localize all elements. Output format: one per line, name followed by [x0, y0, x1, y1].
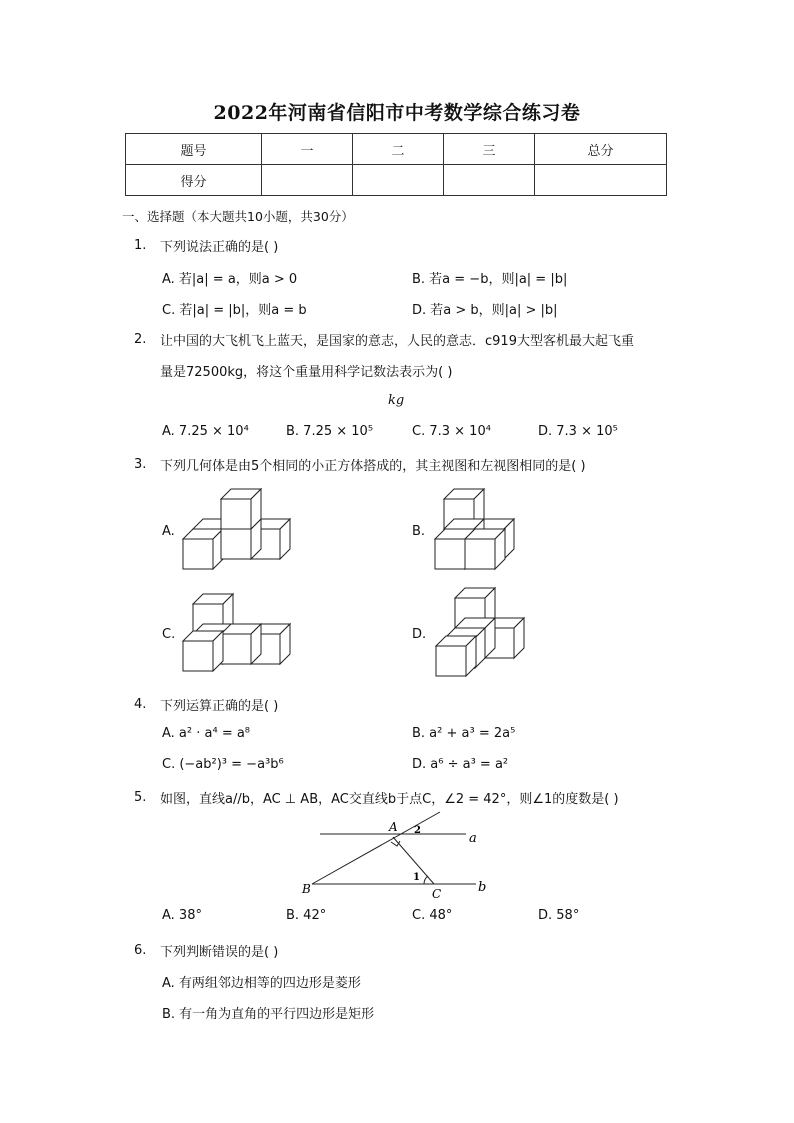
cube-figure-b [435, 489, 514, 569]
line-a-label: a [469, 831, 477, 846]
table-cell: 得分 [126, 165, 262, 196]
table-cell: 三 [444, 134, 535, 165]
cube-figure-d [436, 588, 524, 676]
option-d: D. [412, 627, 427, 642]
right-angle-mark [391, 841, 400, 846]
table-cell: 二 [353, 134, 444, 165]
point-a-label: A [389, 820, 398, 834]
cube-figure-c [183, 594, 290, 671]
option-a: A. 7.25 × 10⁴ [162, 424, 249, 439]
option-d: D. 若a > b，则|a| > |b| [412, 303, 558, 318]
option-a: A. a² · a⁴ = a⁸ [162, 726, 251, 741]
table-cell: 一 [262, 134, 353, 165]
option-c: C. 若|a| = |b|，则a = b [162, 303, 307, 318]
option-b: B. [412, 524, 426, 539]
option-d: D. a⁶ ÷ a³ = a² [412, 757, 509, 772]
angle-arc [424, 876, 428, 884]
option-d: D. 58° [538, 908, 580, 923]
angle-figure [301, 812, 486, 901]
question-text: 如图，直线a//b，AC ⊥ AB，AC交直线b于点C，∠2 = 42°，则∠1的度数是( ) [160, 792, 619, 807]
option-b: B. a² + a³ = 2a⁵ [412, 726, 516, 741]
question-text: 下列运算正确的是( ) [160, 699, 279, 714]
option-b: B. 7.25 × 10⁵ [286, 424, 374, 439]
option-a: A. [162, 524, 175, 539]
question-text-line2: 量是72500kg，将这个重量用科学记数法表示为( ) [160, 365, 453, 380]
option-c: C. [162, 627, 176, 642]
option-c: C. 7.3 × 10⁴ [412, 424, 491, 439]
option-c: C. 48° [412, 908, 453, 923]
option-b: B. 若a = −b，则|a| = |b| [412, 272, 568, 287]
question-number: 5. [134, 790, 147, 805]
question-number: 4. [134, 697, 147, 712]
angle-1-label: 1 [413, 872, 420, 883]
question-text: 下列判断错误的是( ) [160, 945, 279, 960]
line-ab [312, 812, 440, 884]
page-title: 2022年河南省信阳市中考数学综合练习卷 [213, 102, 581, 124]
option-b: B. 有一角为直角的平行四边形是矩形 [162, 1007, 375, 1022]
question-number: 3. [134, 457, 147, 472]
option-a: A. 38° [162, 908, 202, 923]
point-c-label: C [432, 887, 442, 901]
table-cell: 题号 [126, 134, 262, 165]
unit-label: kg [388, 393, 405, 408]
point-b-label: B [302, 882, 311, 896]
question-text: 下列几何体是由5个相同的小正方体搭成的，其主视图和左视图相同的是( ) [160, 459, 586, 474]
line-b-label: b [478, 880, 487, 895]
table-cell: 总分 [535, 134, 667, 165]
cube-figure-a [183, 489, 290, 569]
question-text: 让中国的大飞机飞上蓝天，是国家的意志，人民的意志．c919大型客机最大起飞重 [160, 334, 634, 349]
question-number: 6. [134, 943, 147, 958]
option-b: B. 42° [286, 908, 327, 923]
option-a: A. 有两组邻边相等的四边形是菱形 [162, 976, 361, 991]
section-heading: 一、选择题（本大题共10小题，共30分） [122, 209, 354, 224]
option-d: D. 7.3 × 10⁵ [538, 424, 618, 439]
question-number: 1. [134, 238, 147, 253]
option-a: A. 若|a| = a，则a > 0 [162, 272, 298, 287]
option-c: C. (−ab²)³ = −a³b⁶ [162, 757, 284, 772]
question-number: 2. [134, 332, 147, 347]
angle-2-label: 2 [414, 825, 421, 836]
question-text: 下列说法正确的是( ) [160, 240, 279, 255]
